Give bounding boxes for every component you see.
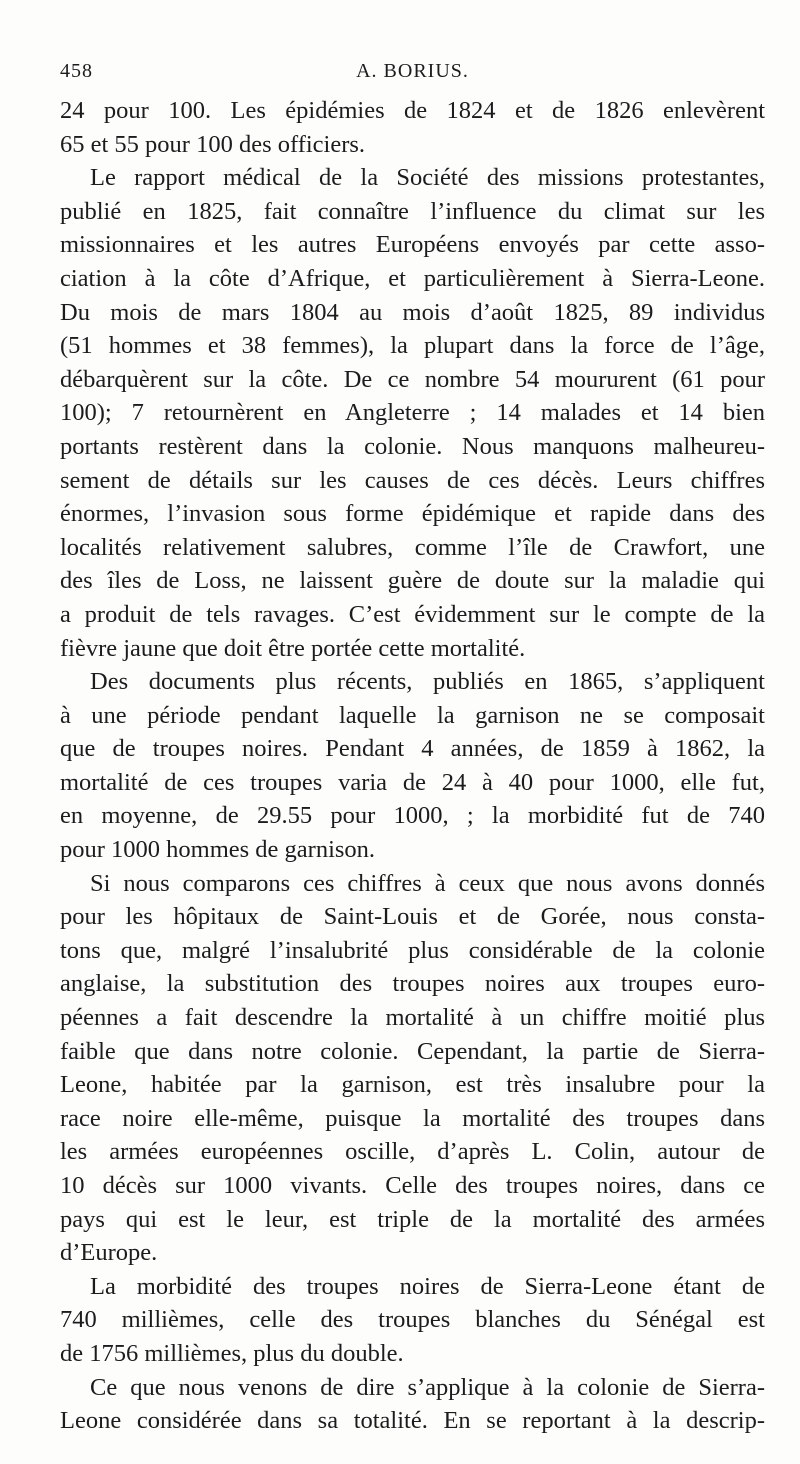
text-line: fièvre jaune que doit être portée cette mortalité.: [60, 634, 526, 662]
text-line: débarquèrent sur la côte. De ce nombre 54 moururent (61 pour: [60, 365, 765, 393]
text-line: La morbidité des troupes noires de Sierra-Leone étant de: [90, 1272, 765, 1300]
page-header: [60, 60, 765, 88]
text-line: 65 et 55 pour 100 des officiers.: [60, 130, 366, 158]
running-head: A. BORIUS.: [356, 60, 469, 82]
text-line: pays qui est le leur, est triple de la mortalité des armées: [60, 1205, 765, 1233]
paragraph: [60, 1270, 765, 1371]
text-line: ciation à la côte d’Afrique, et particulièrement à Sierra-Leone.: [60, 264, 765, 292]
text-line: 100); 7 retournèrent en Angleterre ; 14 malades et 14 bien: [60, 399, 765, 427]
text-line: à une période pendant laquelle la garnison ne se composait: [60, 701, 765, 729]
paragraph: [60, 1371, 765, 1438]
paragraph: [60, 94, 765, 161]
text-line: missionnaires et les autres Européens envoyés par cette asso-: [60, 231, 765, 259]
text-line: portants restèrent dans la colonie. Nous manquons malheureu-: [60, 432, 765, 460]
text-line: 24 pour 100. Les épidémies de 1824 et de 1826 enlevèrent: [60, 97, 765, 124]
text-line: de 1756 millièmes, plus du double.: [60, 1339, 404, 1367]
body-text: [60, 94, 765, 1438]
text-line: que de troupes noires. Pendant 4 années, de 1859 à 1862, la: [60, 735, 765, 763]
text-line: en moyenne, de 29.55 pour 1000, ; la morbidité fut de 740: [60, 802, 765, 830]
text-line: Ce que nous venons de dire s’applique à la colonie de Sierra-: [90, 1373, 765, 1401]
text-line: Leone considérée dans sa totalité. En se reportant à la descrip-: [60, 1407, 765, 1435]
text-line: race noire elle-même, puisque la mortalité des troupes dans: [60, 1104, 765, 1132]
text-line: localités relativement salubres, comme l’île de Crawfort, une: [60, 533, 765, 561]
text-line: les armées européennes oscille, d’après L. Colin, autour de: [60, 1138, 765, 1166]
text-line: a produit de tels ravages. C’est évidemment sur le compte de la: [60, 600, 765, 628]
text-line: (51 hommes et 38 femmes), la plupart dans la force de l’âge,: [60, 332, 765, 360]
text-line: mortalité de ces troupes varia de 24 à 40 pour 1000, elle fut,: [60, 768, 765, 796]
text-line: pour les hôpitaux de Saint-Louis et de Gorée, nous consta-: [60, 903, 765, 931]
paragraph: [60, 665, 765, 867]
text-line: Le rapport médical de la Société des missions protestantes,: [90, 164, 765, 192]
text-line: péennes a fait descendre la mortalité à un chiffre moitié plus: [60, 1004, 765, 1032]
paragraph: [60, 161, 765, 665]
text-line: anglaise, la substitution des troupes noires aux troupes euro-: [60, 970, 765, 998]
text-line: pour 1000 hommes de garnison.: [60, 836, 376, 864]
text-line: faible que dans notre colonie. Cependant, la partie de Sierra-: [60, 1037, 765, 1065]
text-line: Des documents plus récents, publiés en 1865, s’appliquent: [90, 668, 765, 696]
text-line: des îles de Loss, ne laissent guère de doute sur la maladie qui: [60, 567, 765, 595]
text-line: publié en 1825, fait connaître l’influence du climat sur les: [60, 197, 765, 225]
text-line: énormes, l’invasion sous forme épidémique et rapide dans des: [60, 500, 765, 528]
page-number: 458: [60, 60, 93, 82]
text-line: sement de détails sur les causes de ces décès. Leurs chiffres: [60, 466, 765, 494]
text-line: Du mois de mars 1804 au mois d’août 1825, 89 individus: [60, 298, 765, 326]
paragraph: [60, 867, 765, 1270]
text-line: 10 décès sur 1000 vivants. Celle des troupes noires, dans ce: [60, 1172, 765, 1199]
text-line: d’Europe.: [60, 1239, 158, 1267]
text-line: tons que, malgré l’insalubrité plus considérable de la colonie: [60, 936, 765, 964]
text-line: Si nous comparons ces chiffres à ceux que nous avons donnés: [90, 869, 765, 897]
text-line: Leone, habitée par la garnison, est très insalubre pour la: [60, 1071, 765, 1099]
text-line: 740 millièmes, celle des troupes blanches du Sénégal est: [60, 1306, 765, 1334]
